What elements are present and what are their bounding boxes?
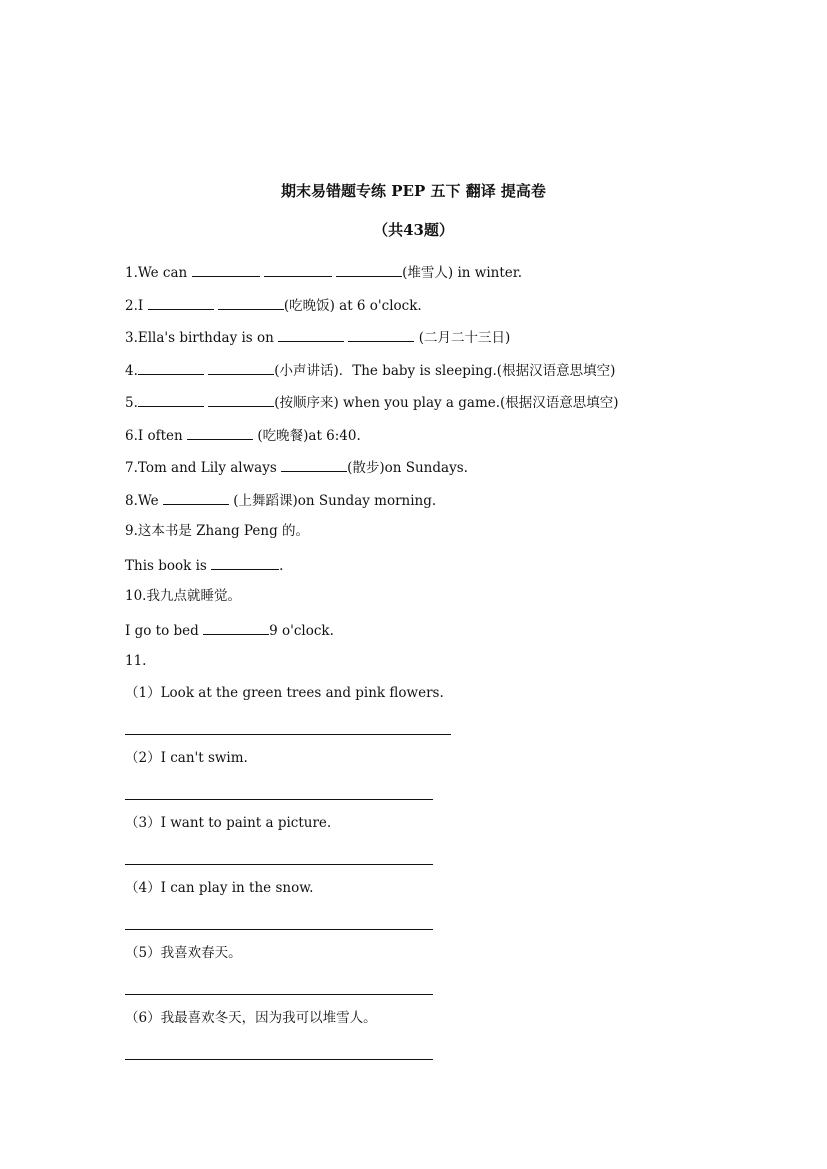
answer-blank[interactable] (163, 490, 229, 505)
question-text: 2.I (125, 298, 144, 314)
question-4 (125, 360, 615, 380)
question-text: 3.Ella's birthday is on (125, 330, 274, 346)
answer-blank[interactable] (187, 425, 253, 440)
sub-question-text: Look at the green trees and pink flowers. (160, 685, 444, 701)
question-text: 8.We (125, 493, 159, 509)
question-text: at 6:40. (308, 428, 361, 444)
answer-blank[interactable] (348, 327, 414, 342)
sub-question-text: 我最喜欢冬天，因为我可以堆雪人。 (160, 1010, 377, 1026)
question-text: I go to bed (125, 623, 199, 639)
answer-line[interactable] (125, 799, 433, 800)
sub-question-number: （3） (125, 815, 161, 831)
question-11-label: 11. (125, 653, 147, 669)
answer-line[interactable] (125, 929, 433, 930)
question-10 (125, 620, 334, 640)
question-text: 1.We can (125, 265, 188, 281)
sub-question-number: （4） (125, 880, 161, 896)
answer-blank[interactable] (218, 295, 284, 310)
question-text: on Sundays. (384, 460, 468, 476)
question-text: when you play a game.(根据汉语意思填空) (338, 395, 619, 411)
sub-question-number: （2） (125, 750, 161, 766)
question-3 (125, 327, 510, 347)
question-hint: (吃晚饭) (283, 298, 335, 314)
question-hint: (二月二十三日) (418, 330, 511, 346)
question-hint: (上舞蹈课) (233, 493, 298, 509)
question-text: in winter. (453, 265, 523, 281)
question-2 (125, 295, 422, 315)
question-6 (125, 425, 361, 445)
question-10-prompt: 10.我九点就睡觉。 (125, 588, 241, 604)
sub-question-number: （6） (125, 1010, 161, 1026)
question-text: ．The baby is sleeping.(根据汉语意思填空) (338, 363, 616, 379)
answer-blank[interactable] (192, 262, 260, 277)
answer-blank[interactable] (336, 262, 402, 277)
sub-question-text: I can play in the snow. (160, 880, 314, 896)
answer-blank[interactable] (208, 360, 274, 375)
question-5 (125, 392, 619, 412)
answer-blank[interactable] (138, 360, 204, 375)
answer-blank[interactable] (203, 620, 269, 635)
sub-question-3 (125, 814, 331, 832)
sub-question-2 (125, 749, 248, 767)
question-text: 9 o'clock. (269, 623, 334, 639)
answer-blank[interactable] (264, 262, 332, 277)
question-hint: (小声讲话) (274, 363, 339, 379)
answer-blank[interactable] (148, 295, 214, 310)
question-8 (125, 490, 436, 510)
answer-blank[interactable] (278, 327, 344, 342)
answer-blank[interactable] (208, 392, 274, 407)
question-text: on Sunday morning. (297, 493, 437, 509)
question-7 (125, 457, 468, 477)
sub-question-4 (125, 879, 313, 897)
sub-question-text: I want to paint a picture. (160, 815, 332, 831)
question-hint: (吃晚餐) (257, 428, 309, 444)
question-text: . (279, 558, 284, 574)
answer-blank[interactable] (281, 457, 347, 472)
sub-question-number: （5） (125, 945, 161, 961)
sub-question-number: （1） (125, 685, 161, 701)
question-text: 5. (125, 395, 138, 411)
question-hint: (散步) (347, 460, 385, 476)
sub-question-text: 我喜欢春天。 (160, 945, 242, 961)
sub-question-5 (125, 944, 242, 962)
sub-question-1 (125, 684, 444, 702)
answer-blank[interactable] (211, 555, 279, 570)
question-text: 7.Tom and Lily always (125, 460, 277, 476)
question-text: at 6 o'clock. (334, 298, 422, 314)
answer-line[interactable] (125, 864, 433, 865)
page-subtitle: （共43题） (373, 221, 454, 239)
answer-line[interactable] (125, 1059, 433, 1060)
question-text: This book is (125, 558, 207, 574)
page-title: 期末易错题专练 PEP 五下 翻译 提高卷 (281, 182, 546, 200)
answer-line[interactable] (125, 734, 451, 735)
question-text: 6.I often (125, 428, 183, 444)
question-9 (125, 555, 283, 575)
question-text: 4. (125, 363, 138, 379)
question-hint: (按顺序来) (274, 395, 339, 411)
answer-line[interactable] (125, 994, 433, 995)
question-9-prompt: 9.这本书是 Zhang Peng 的。 (125, 523, 310, 539)
sub-question-text: I can't swim. (160, 750, 248, 766)
question-1 (125, 262, 522, 282)
question-hint: (堆雪人) (402, 265, 454, 281)
sub-question-6 (125, 1009, 377, 1027)
answer-blank[interactable] (138, 392, 204, 407)
